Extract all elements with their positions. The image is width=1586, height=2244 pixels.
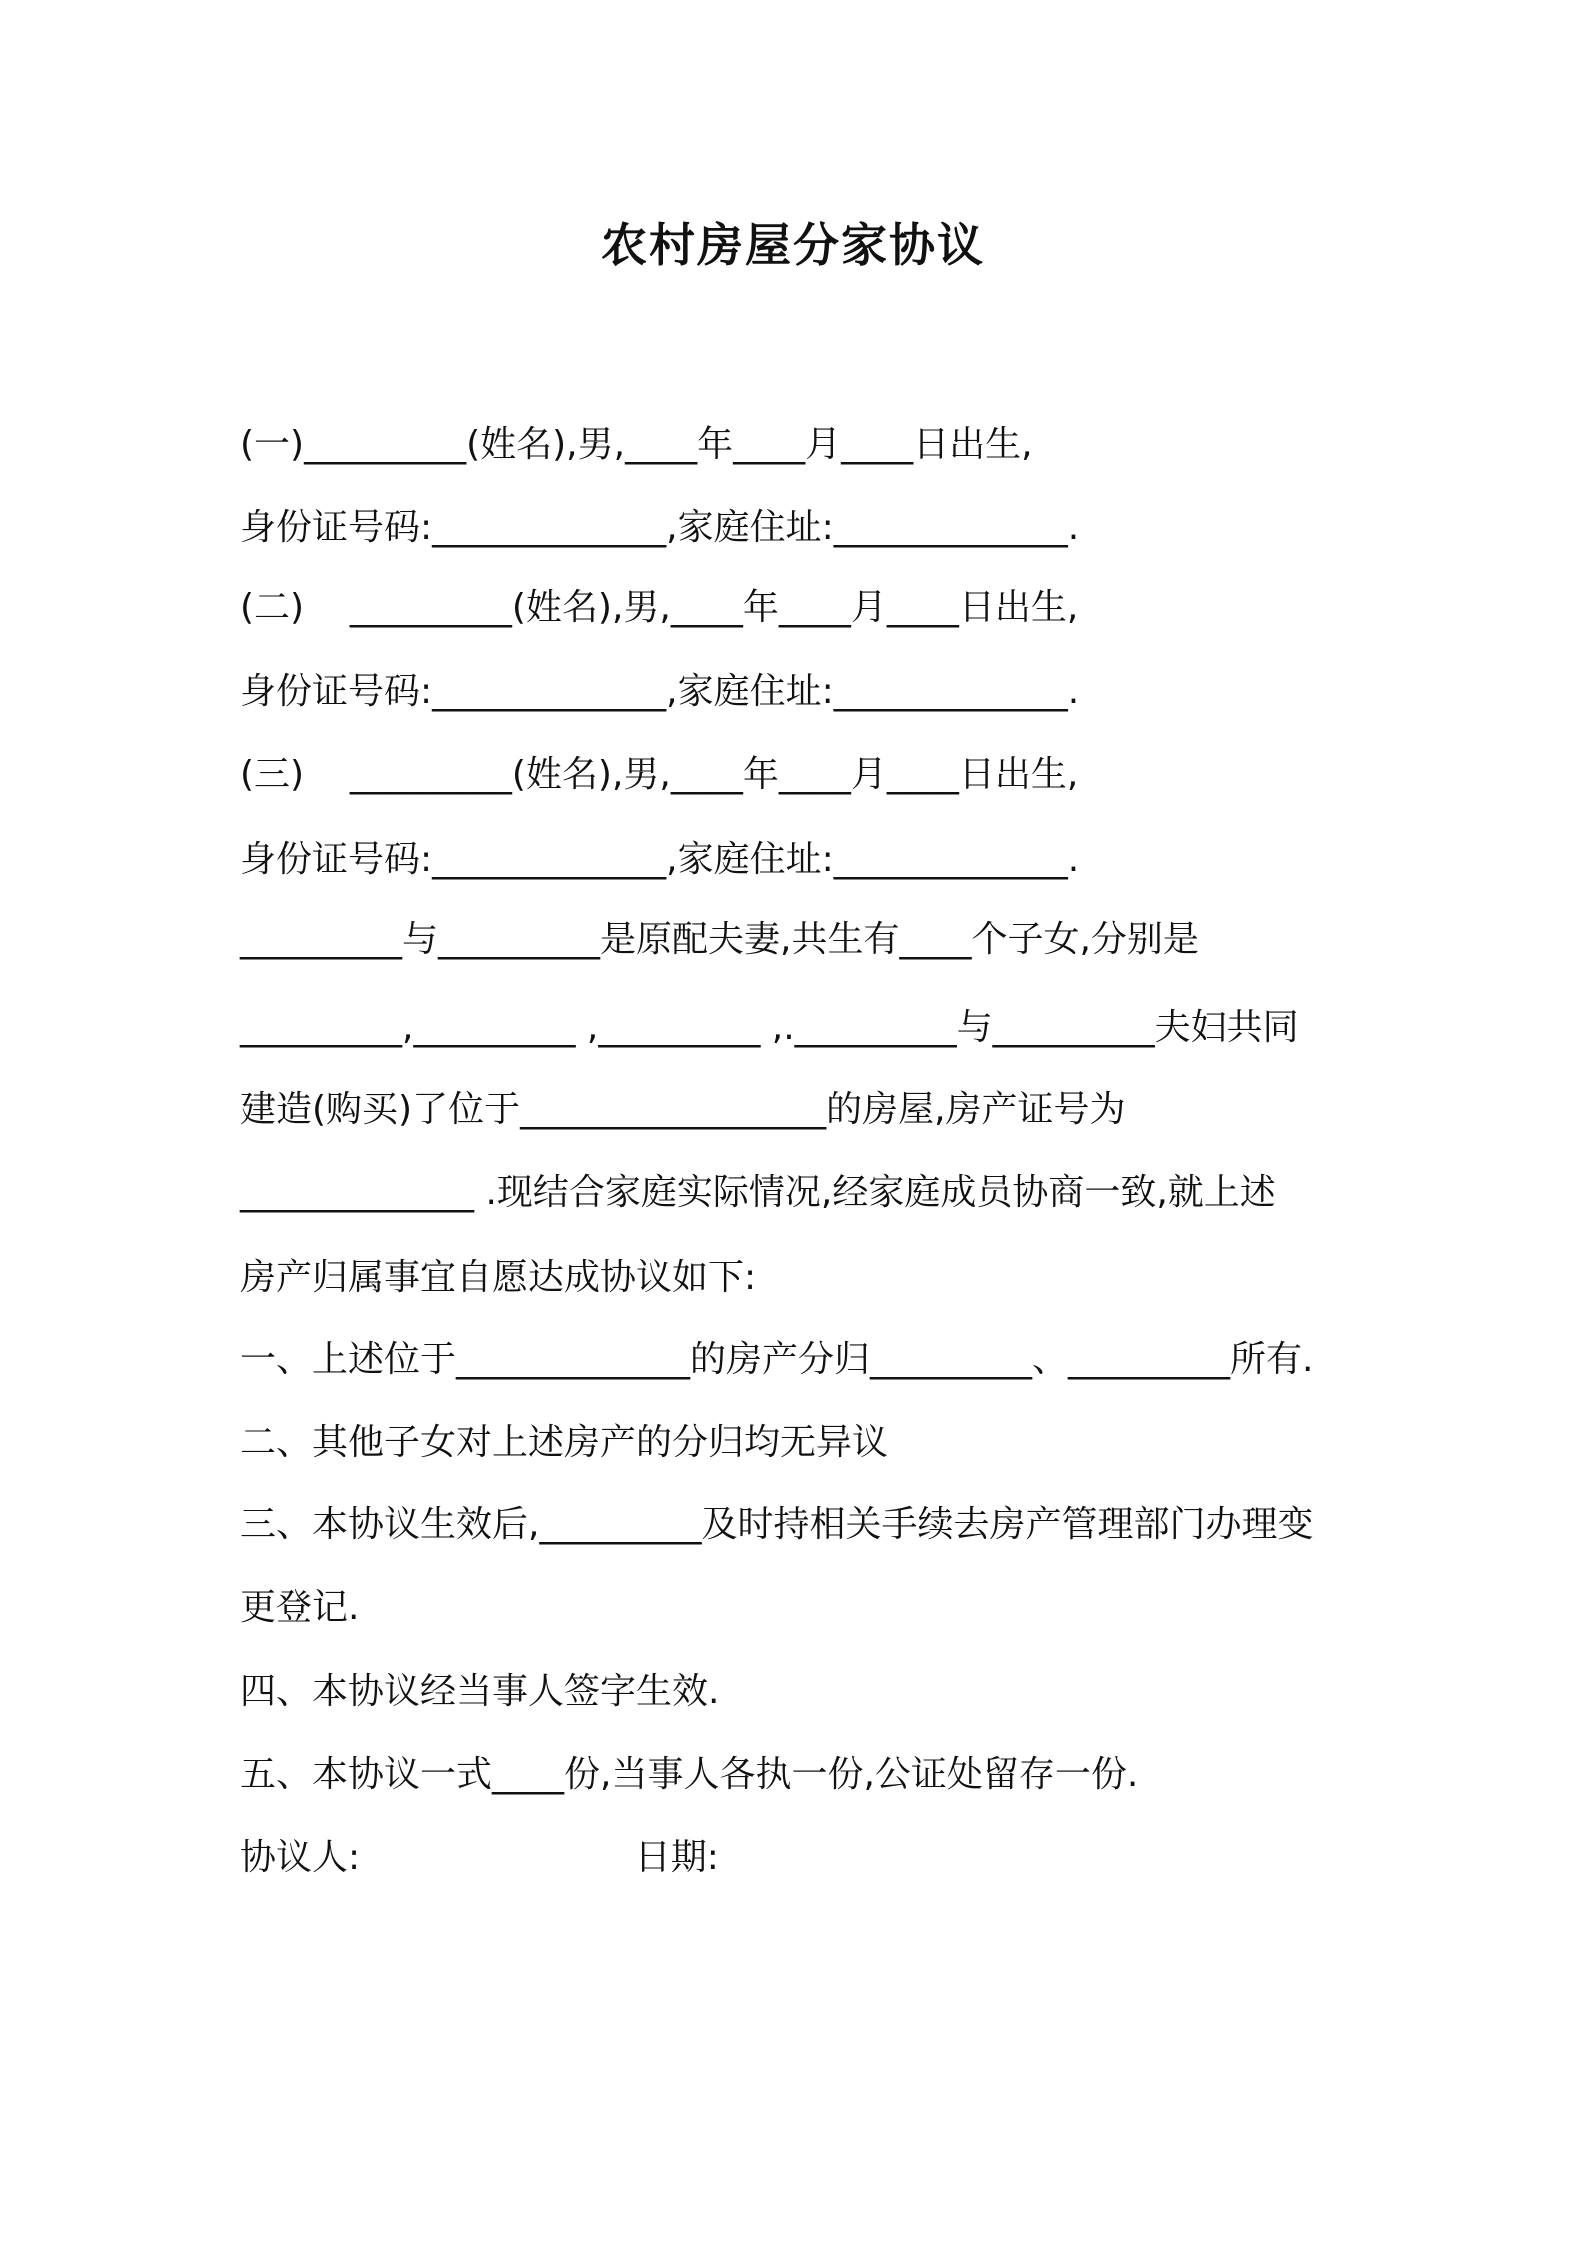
agreement-intro: 房产归属事宜自愿达成协议如下: — [240, 1257, 757, 1298]
clause-five: 五、本协议一式____份,当事人各执一份,公证处留存一份. — [240, 1754, 1139, 1795]
party-two-line: (二) _________(姓名),男,____年____月____日出生, — [240, 587, 1079, 628]
house-location-line: 建造(购买)了位于_________________的房屋,房产证号为 — [240, 1089, 1126, 1130]
party-one-id-address: 身份证号码:_____________,家庭住址:_____________. — [240, 507, 1080, 548]
party-two-id-address: 身份证号码:_____________,家庭住址:_____________. — [240, 671, 1080, 712]
certificate-number-line: _____________ .现结合家庭实际情况,经家庭成员协商一致,就上述 — [240, 1172, 1276, 1213]
party-three-line: (三) _________(姓名),男,____年____月____日出生, — [240, 754, 1079, 795]
marriage-statement: _________与_________是原配夫妻,共生有____个子女,分别是 — [240, 919, 1199, 960]
clause-two: 二、其他子女对上述房产的分归均无异议 — [240, 1422, 889, 1463]
clause-four: 四、本协议经当事人签字生效. — [240, 1671, 720, 1712]
signature-date-line: 协议人: 日期: — [240, 1837, 719, 1878]
party-one-line: (一)_________(姓名),男,____年____月____日出生, — [240, 424, 1033, 465]
party-three-id-address: 身份证号码:_____________,家庭住址:_____________. — [240, 839, 1080, 880]
clause-one: 一、上述位于_____________的房产分归_________、_________所有. — [240, 1339, 1314, 1380]
clause-three: 三、本协议生效后,_________及时持相关手续去房产管理部门办理变 — [240, 1504, 1314, 1545]
document-title: 农村房屋分家协议 — [601, 218, 985, 272]
clause-three-continued: 更登记. — [240, 1587, 360, 1628]
children-names-line: _________,_________ ,_________ ,._________与_________夫妇共同 — [240, 1007, 1299, 1048]
